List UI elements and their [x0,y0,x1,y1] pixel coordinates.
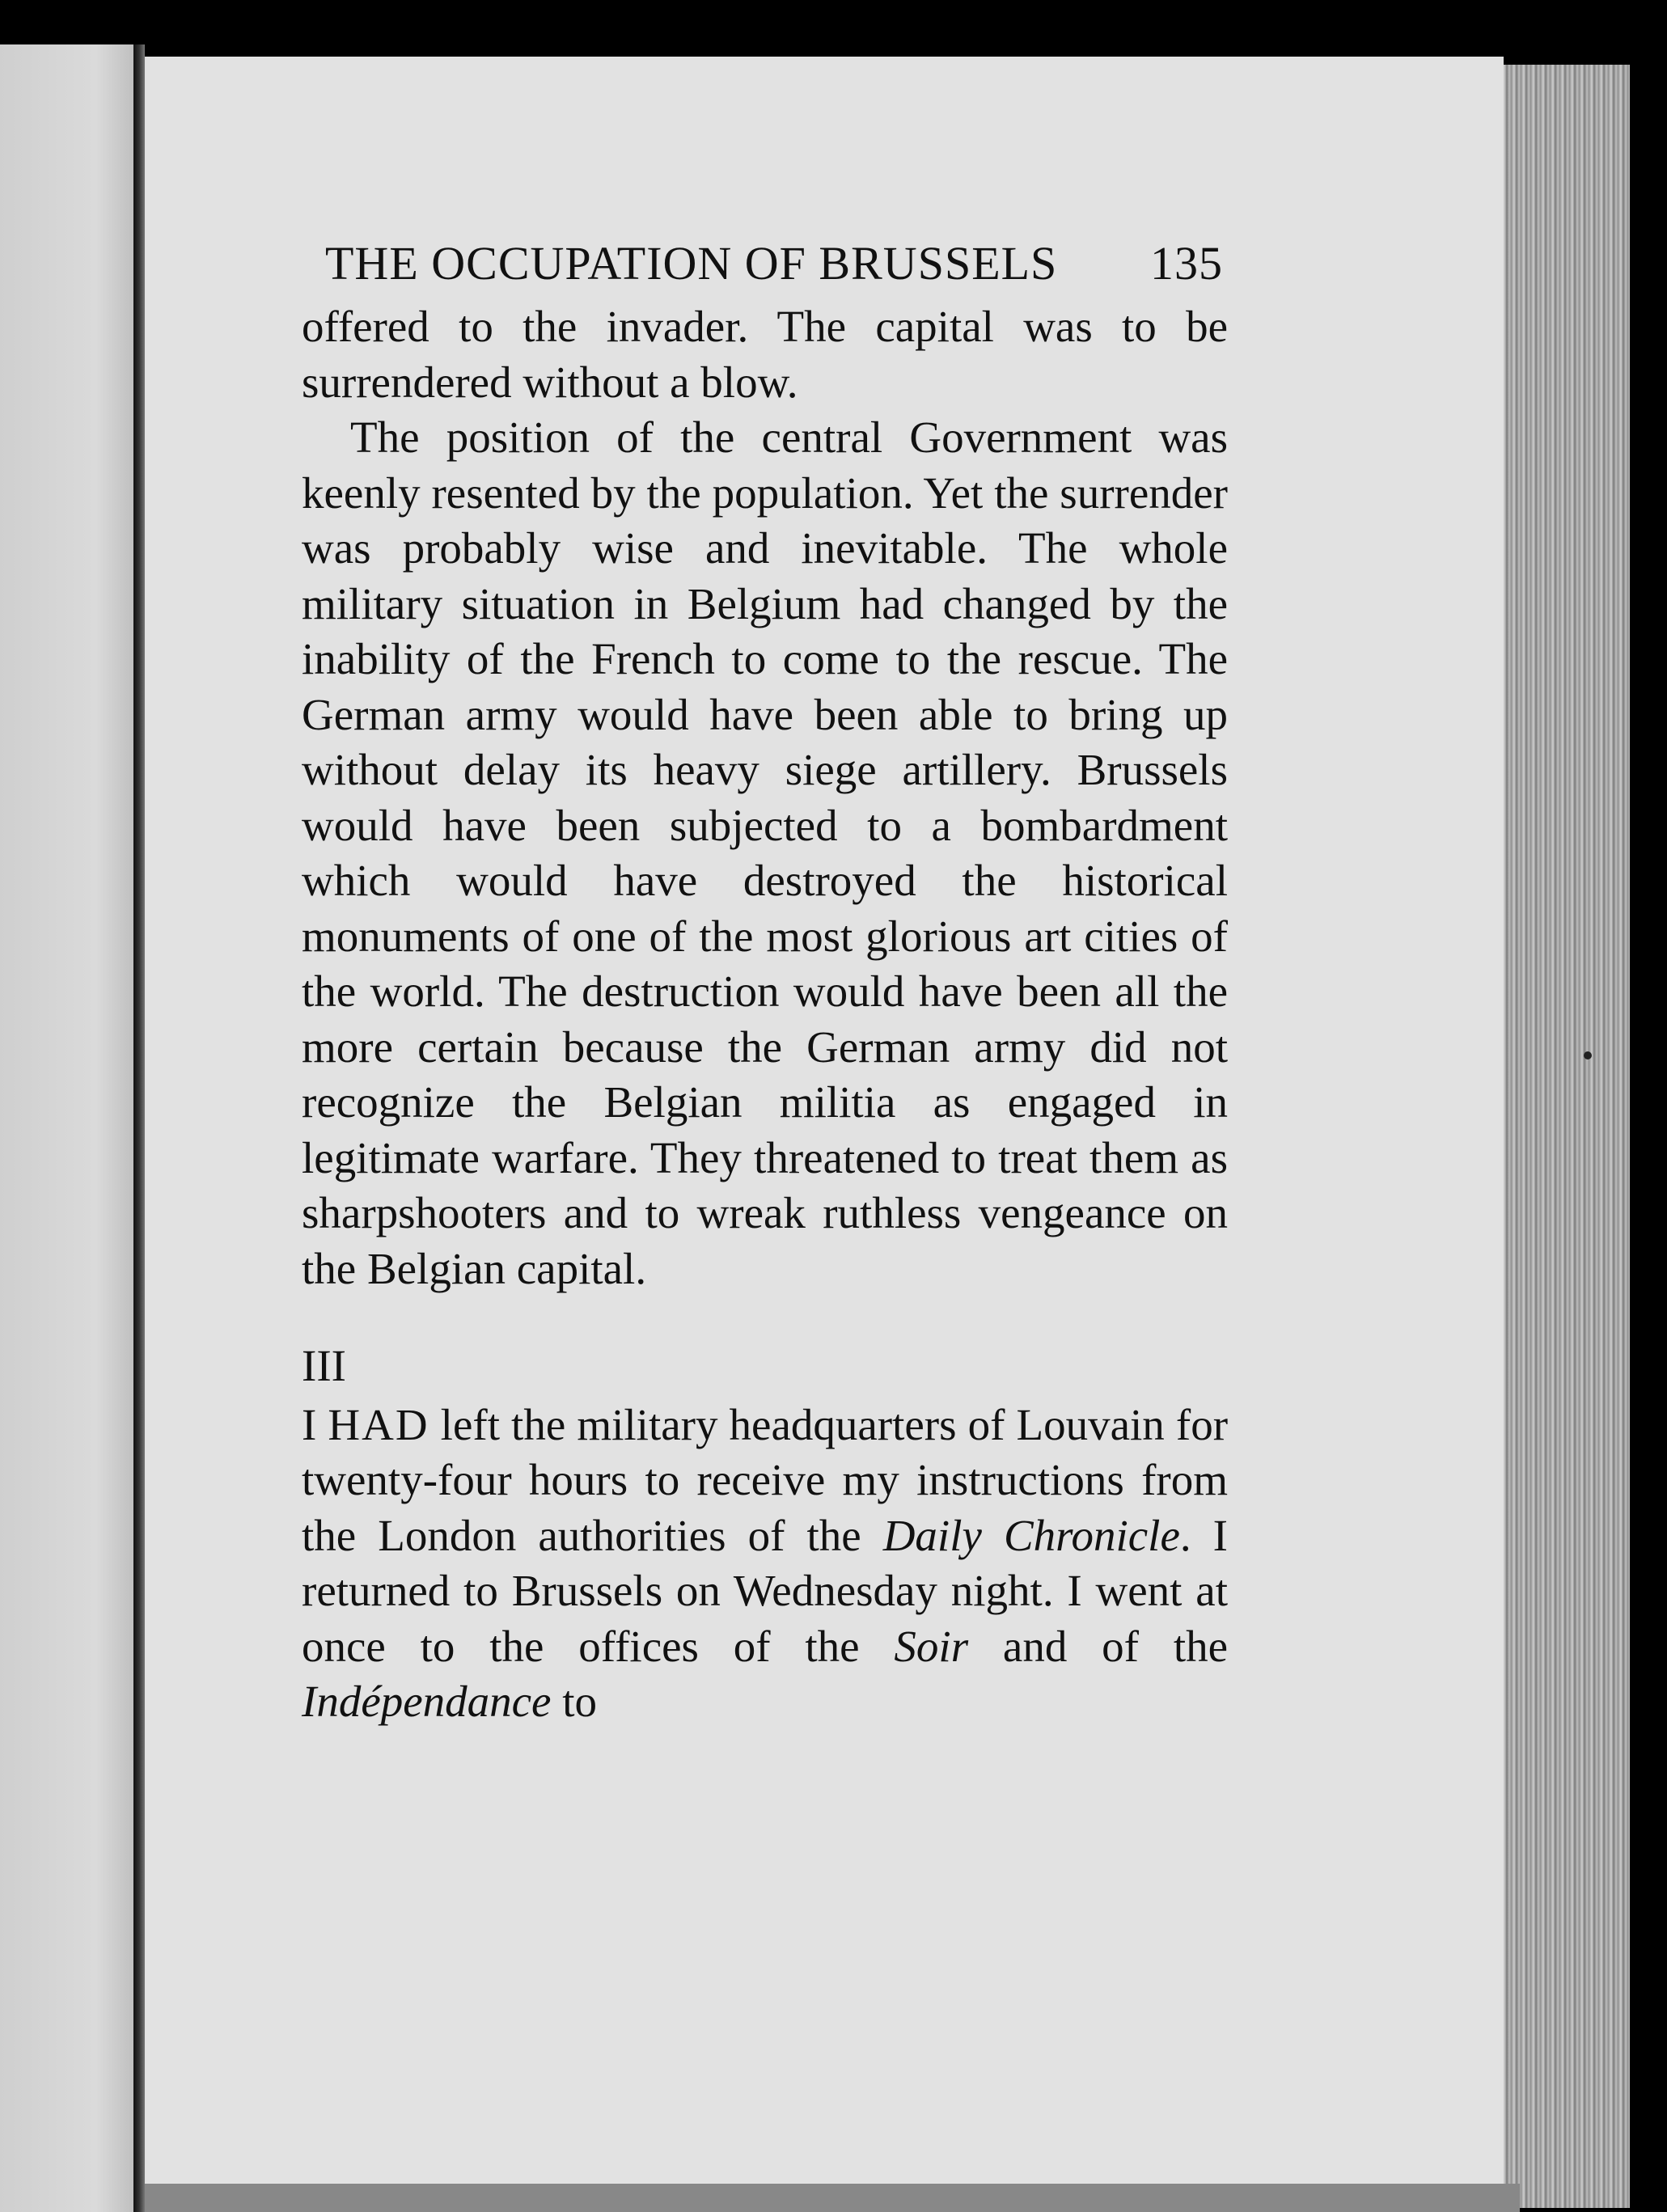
book-gutter [133,44,145,2212]
paragraph: The position of the central Government was keenly resented by the population. Yet the surrender was probably wise and inevitable. The whole military situation in Belgium had changed by the inability of the French to come to the rescue. The German army would have been able to bring up without delay its heavy siege artillery. Brussels would have been subjected to a bombardment which would have destroyed the historical monuments of one of the most glorious art cities of the world. The destruction would have been all the more certain because the German army did not recognize the Belgian militia as engaged in legitimate warfare. They threatened to treat them as sharpshooters and to wreak ruthless vengeance on the Belgian capital. [302,412,1228,1293]
body-text [302,299,1228,1730]
newspaper-title: Daily Chronicle [882,1510,1180,1560]
scan-bottom-edge [145,2184,1520,2212]
text-run: and of the [968,1621,1229,1671]
scan-top-border [0,0,1667,57]
newspaper-title: Indépendance [302,1677,552,1726]
speck-mark [1584,1051,1592,1059]
paragraph-section-opening [302,1398,1228,1730]
running-title: THE OCCUPATION OF BRUSSELS [325,237,1058,290]
text-run: to [551,1677,597,1726]
page-stack-edge [1492,65,1630,2208]
text-run: . I returned to Brussels on Wednesday night. I went at once to the offices of the [302,1510,1228,1671]
initial-letter: I [302,1399,317,1449]
small-caps-word: HAD [328,1399,429,1449]
text-run: left the military headquarters of Louvain for twenty-four hours to receive my instructions from the London authorities of the [302,1399,1229,1560]
page-number: 135 [1150,237,1223,290]
paragraph-continuation: offered to the invader. The capital was to be surrendered without a blow. [302,302,1228,407]
newspaper-title: Soir [894,1621,969,1671]
facing-page-edge [0,44,138,2212]
section-heading: III [302,1341,346,1390]
